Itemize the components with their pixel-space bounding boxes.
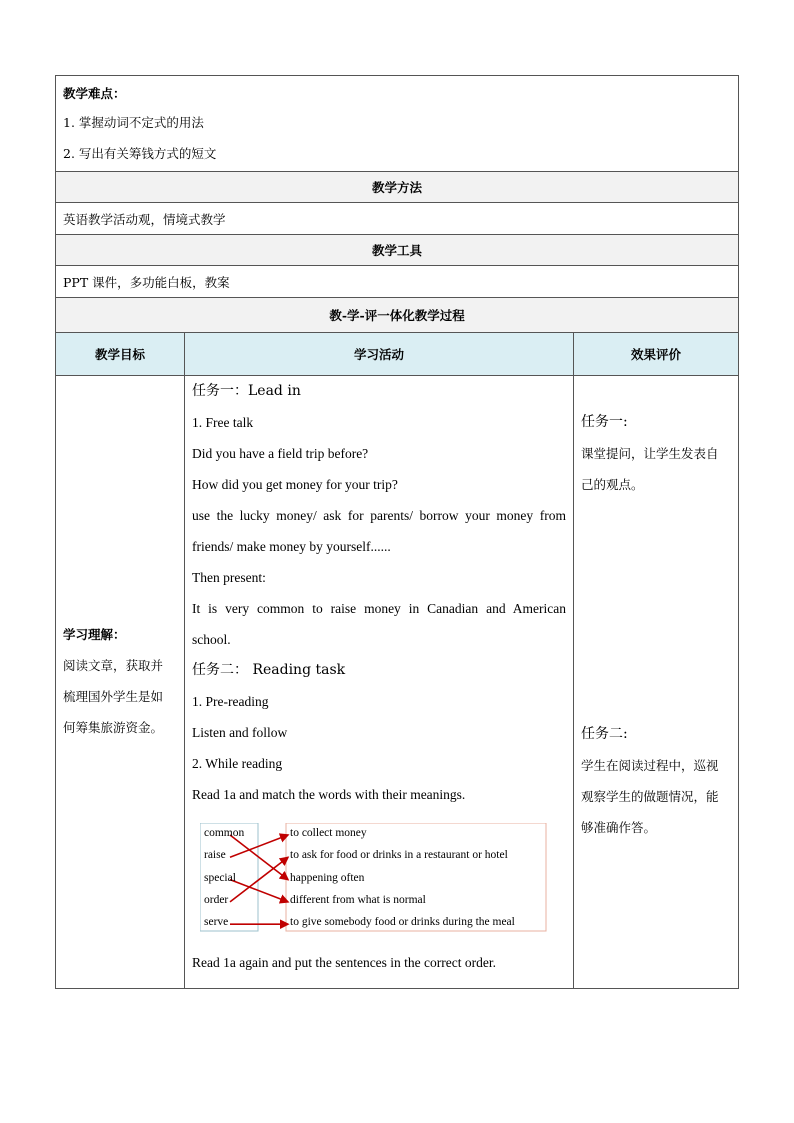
match-meaning-3: happening often: [290, 871, 365, 884]
read-1a-again-instruction: Read 1a again and put the sentences in the correct order.: [192, 955, 497, 970]
match-meaning-5: to give somebody food or drinks during the meal: [290, 916, 515, 929]
method-content: 英语教学活动观，情境式教学: [56, 203, 739, 235]
matching-exercise: [200, 823, 552, 935]
eval-task1-title: 任务一:: [581, 414, 628, 430]
goal-title: 学习理解：: [63, 627, 126, 642]
method-content-row: [56, 203, 739, 235]
goal-line-2: 梳理国外学生是如: [63, 689, 164, 704]
match-meaning-1: to collect money: [290, 827, 367, 839]
process-header-row: [56, 298, 739, 333]
pre-reading: 1. Pre-reading: [192, 694, 269, 709]
match-word-common: common: [204, 827, 245, 839]
eval-task1-line-1: 课堂提问，让学生发表自: [581, 446, 719, 461]
while-reading: 2. While reading: [192, 756, 283, 771]
eval-task2-line-1: 学生在阅读过程中，巡视: [581, 758, 719, 773]
present-line-1: It is very common to raise money in Canadian and American: [192, 601, 566, 616]
col-eval-header: 效果评价: [574, 333, 739, 376]
listen-and-follow: Listen and follow: [192, 725, 288, 740]
match-word-order: order: [204, 893, 229, 906]
activity-cell: [185, 376, 574, 989]
match-line-special: [230, 880, 288, 902]
match-line-common: [230, 835, 288, 880]
process-body-row: [56, 376, 739, 989]
eval-task2-line-2: 观察学生的做题情况，能: [581, 789, 719, 804]
match-line-order: [230, 857, 288, 902]
difficulty-item-2: 2. 写出有关筹钱方式的短文: [63, 146, 217, 161]
task2-title: 任务二： Reading task: [192, 662, 346, 678]
eval-task2-title: 任务二:: [581, 726, 628, 742]
column-header-row: [56, 333, 739, 376]
answer-line-1: use the lucky money/ ask for parents/ borrow your money from: [192, 508, 566, 523]
then-present: Then present:: [192, 570, 266, 585]
tools-header: 教学工具: [56, 235, 739, 266]
match-word-raise: raise: [204, 849, 226, 862]
free-talk: 1. Free talk: [192, 415, 254, 430]
difficulty-item-1: 1. 掌握动词不定式的用法: [63, 115, 204, 130]
lesson-plan-table: [55, 75, 739, 989]
tools-content: PPT 课件，多功能白板，教案: [56, 266, 739, 298]
difficulty-title: 教学难点：: [63, 86, 126, 101]
match-meaning-2: to ask for food or drinks in a restaurant or hotel: [290, 849, 508, 862]
eval-cell: [574, 376, 739, 989]
read-1a-instruction: Read 1a and match the words with their meanings.: [192, 787, 466, 802]
col-activity-header: 学习活动: [185, 333, 574, 376]
task1-title: 任务一：Lead in: [192, 383, 301, 399]
lesson-plan-document: [55, 75, 738, 989]
present-line-2: school.: [192, 632, 231, 647]
tools-content-row: [56, 266, 739, 298]
match-word-special: special: [204, 871, 236, 884]
col-goal-header: 教学目标: [56, 333, 185, 376]
eval-task1-line-2: 己的观点。: [581, 477, 644, 492]
eval-task2-line-3: 够准确作答。: [581, 820, 657, 835]
match-word-serve: serve: [204, 916, 229, 929]
tools-header-row: [56, 235, 739, 266]
method-header-row: [56, 172, 739, 203]
goal-cell: [56, 376, 185, 989]
goal-line-3: 何筹集旅游资金。: [63, 720, 164, 735]
match-meaning-4: different from what is normal: [290, 893, 426, 906]
question-1: Did you have a field trip before?: [192, 446, 369, 461]
process-header: 教-学-评一体化教学过程: [56, 298, 739, 333]
goal-line-1: 阅读文章，获取并: [63, 658, 164, 673]
difficulty-row: [56, 76, 739, 172]
answer-line-2: friends/ make money by yourself......: [192, 539, 391, 554]
question-2: How did you get money for your trip?: [192, 477, 398, 492]
method-header: 教学方法: [56, 172, 739, 203]
